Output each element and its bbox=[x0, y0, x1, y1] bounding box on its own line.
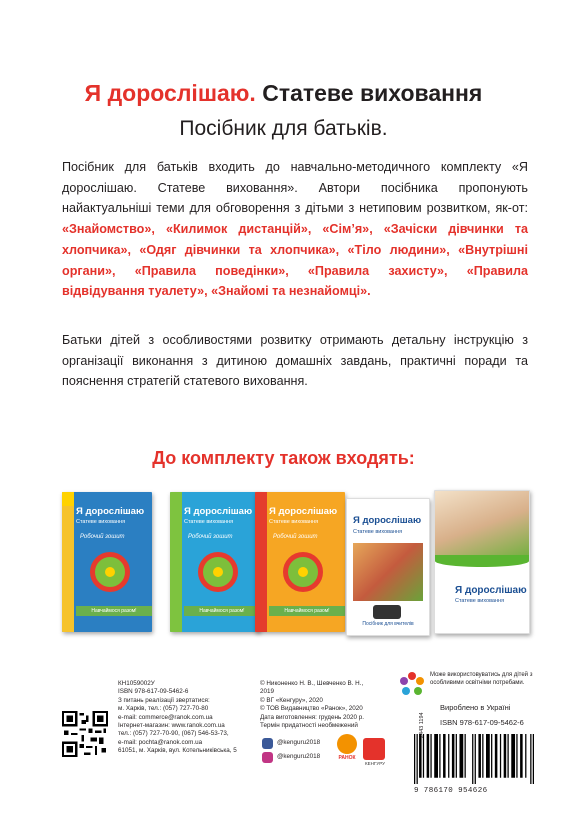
description-intro: Посібник для батьків входить до навчально-методичного комплекту «Я дорослішаю. Статеве виховання». Автори посібника пропонують найактуальніші теми для обговорення з дітьми з нетиповим розвитком, як-от: bbox=[62, 160, 528, 216]
book-tag: Робочий зошит bbox=[273, 534, 318, 540]
book-title: Я дорослішаю bbox=[269, 506, 338, 517]
parents-paragraph: Батьки дітей з особливостями розвитку отримають детальну інструкцію з організації виконання з дитиною домашніх завдань, практичні поради та пояснення стратегій статевого виховання. bbox=[62, 333, 528, 389]
isbn: ISBN 978-617-09-5462-6 bbox=[440, 718, 524, 727]
inclusive-text: Може використовуватись для дітей з особливими освітніми потребами. bbox=[430, 672, 533, 686]
toilet-sign-icon bbox=[373, 605, 401, 619]
kenguru-logo-text: КЕНГУРУ bbox=[365, 761, 385, 766]
qr-code-icon bbox=[62, 711, 108, 757]
copyright-line: © ТОВ Видавництво «Ранок», 2020 bbox=[260, 705, 363, 713]
title-part1: Я дорослішаю. bbox=[84, 80, 256, 106]
target-illustration-icon bbox=[90, 552, 130, 592]
barcode bbox=[414, 734, 534, 794]
workbook-2-cover bbox=[170, 492, 260, 632]
book-tag: Робочий зошит bbox=[188, 534, 233, 540]
cover-photo bbox=[435, 491, 529, 561]
target-illustration-icon bbox=[198, 552, 238, 592]
book-ribbon: Навчаймося разом! bbox=[184, 606, 260, 616]
book-subtitle: Статеве виховання bbox=[269, 519, 319, 525]
ranok-logo bbox=[335, 734, 359, 770]
page-subtitle: Посібник для батьків. bbox=[179, 117, 388, 140]
book-ribbon: Навчаймося разом! bbox=[76, 606, 152, 616]
contact-line: м. Харків, тел.: (057) 727-70-80 bbox=[118, 705, 209, 713]
social-links bbox=[262, 736, 320, 764]
page-title bbox=[0, 80, 567, 107]
book-title: Я дорослішаю bbox=[184, 506, 253, 517]
imprint-footer bbox=[0, 668, 567, 840]
contact-line: тел.: (057) 727-70-90, (067) 546-53-73, bbox=[118, 730, 229, 738]
title-part2: Статеве виховання bbox=[262, 80, 483, 106]
facebook-icon bbox=[262, 738, 273, 749]
copyright-line: Термін придатності необмежений bbox=[260, 722, 358, 730]
ranok-logo-text: РАНОК bbox=[338, 755, 356, 761]
barcode-icon bbox=[414, 734, 534, 784]
copyright-line: Дата виготовлення: грудень 2020 р. bbox=[260, 713, 364, 721]
instagram-icon bbox=[262, 752, 273, 763]
book-tag: Робочий зошит bbox=[80, 534, 125, 540]
book-title: Я дорослішаю bbox=[353, 515, 422, 526]
workbook-3-cover bbox=[255, 492, 345, 632]
book-subtitle: Статеве виховання bbox=[455, 598, 505, 604]
contact-line: e-mail: commerce@ranok.com.ua bbox=[118, 713, 213, 721]
isbn-small: ISBN 978-617-09-5462-6 bbox=[118, 688, 189, 696]
contact-line: З питань реалізації звертатися: bbox=[118, 696, 210, 704]
vertical-code: 2443 1194 bbox=[419, 712, 425, 738]
target-illustration-icon bbox=[283, 552, 323, 592]
barcode-digits: 9 786170 954626 bbox=[414, 787, 488, 796]
topics-list: «Знайомство», «Килимок дистанцій», «Сім’я», «Зачіски дівчинки та хлопчика», «Одяг дівчинки та хлопчика», «Тіло людини», «Внутрішні органи», «Правила поведінки», «Правила захисту», «Правила відвідування туалету», «Знайомі та незнайомці». bbox=[62, 222, 528, 299]
product-code: КН1059002У bbox=[118, 680, 155, 687]
contact-line: e-mail: pochta@ranok.com.ua bbox=[118, 738, 203, 746]
kit-books bbox=[62, 492, 532, 642]
publisher-logos bbox=[335, 734, 390, 774]
book-subtitle: Статеве виховання bbox=[76, 519, 126, 525]
contact-line: Інтернет-магазин: www.ranok.com.ua bbox=[118, 722, 225, 730]
copyright-block bbox=[260, 680, 370, 730]
made-in-ukraine: Вироблено в Україні bbox=[440, 703, 511, 712]
book-subtitle: Статеве виховання bbox=[353, 529, 403, 535]
book-subtitle: Статеве виховання bbox=[184, 519, 234, 525]
contact-line: 61051, м. Харків, вул. Котельниківська, 5 bbox=[118, 747, 237, 755]
book-footer: Посібник для вчителів bbox=[362, 621, 414, 627]
facebook-handle: @kenguru2018 bbox=[277, 738, 321, 746]
description-paragraph bbox=[62, 157, 528, 302]
copyright-line: © ВГ «Кенгуру», 2020 bbox=[260, 696, 323, 704]
kit-heading: До комплекту також входять: bbox=[152, 448, 415, 468]
instagram-handle: @kenguru2018 bbox=[277, 752, 321, 760]
parent-guide-cover bbox=[434, 490, 530, 634]
book-title: Я дорослішаю bbox=[76, 506, 145, 517]
book-ribbon: Навчаймося разом! bbox=[269, 606, 345, 616]
contacts-block bbox=[118, 680, 250, 756]
copyright-line: © Никоненко Н. В., Шевченко В. Н., 2019 bbox=[260, 680, 364, 696]
publisher-logo-icon bbox=[62, 492, 74, 506]
workbook-1-cover bbox=[62, 492, 152, 632]
green-wave-decoration bbox=[435, 555, 529, 567]
inclusion-flower-icon bbox=[398, 670, 426, 698]
kenguru-logo bbox=[363, 738, 387, 770]
teacher-guide-cover bbox=[346, 498, 430, 636]
cover-photo bbox=[353, 543, 423, 601]
book-title: Я дорослішаю bbox=[455, 585, 527, 596]
